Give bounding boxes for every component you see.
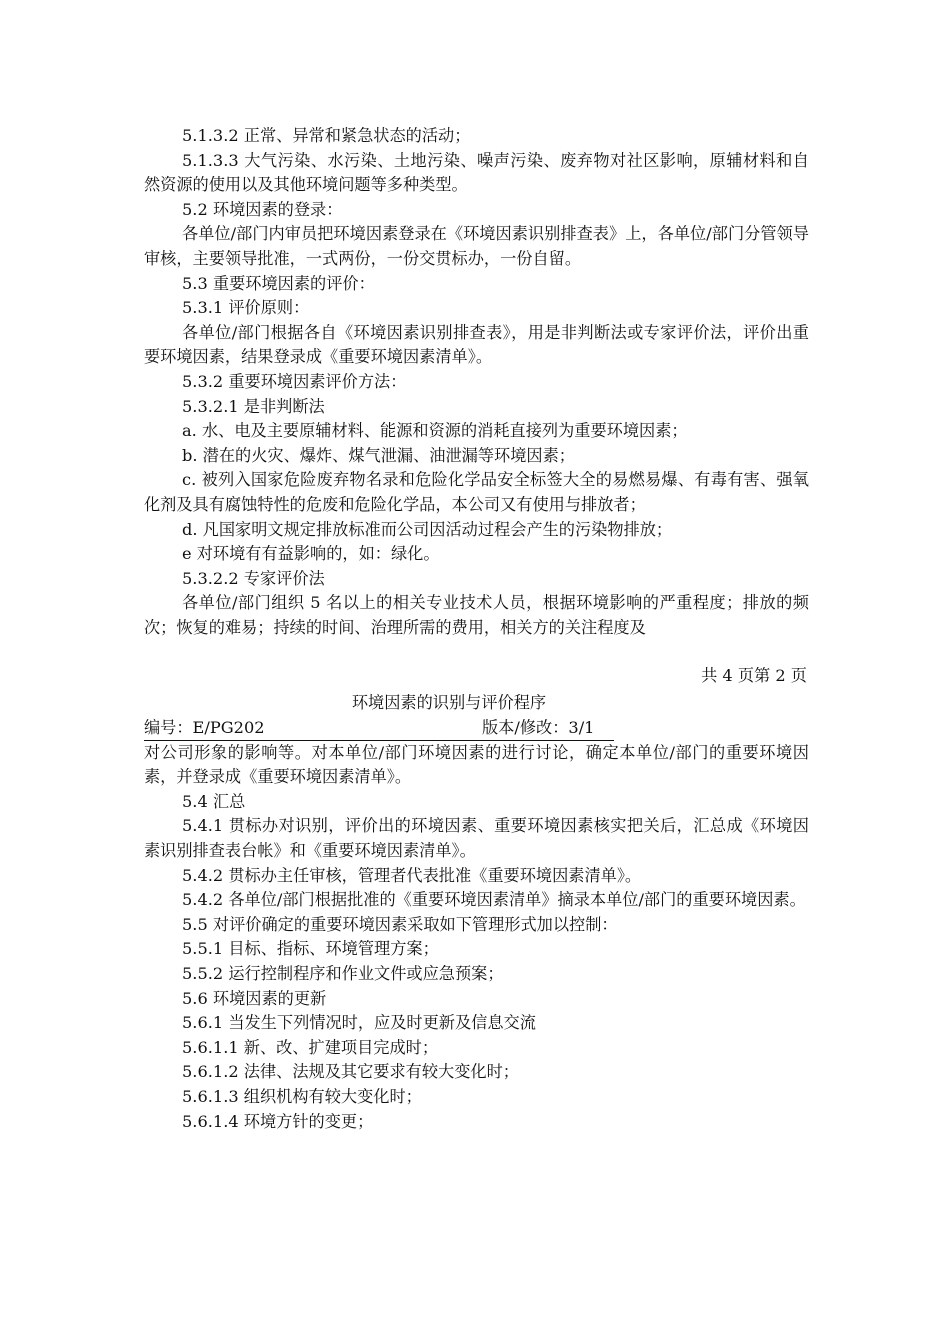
paragraph: 各单位/部门内审员把环境因素登录在《环境因素识别排查表》上，各单位/部门分管领导审核，主要领导批准，一式两份，一份交贯标办，一份自留。 <box>144 224 809 268</box>
paragraph: 5.4 汇总 <box>182 791 246 811</box>
document-code: 编号：E/PG202 <box>144 717 265 737</box>
paragraph: 5.2 环境因素的登录： <box>182 199 343 219</box>
paragraph: 5.6.1.3 组织机构有较大变化时； <box>182 1086 422 1106</box>
paragraph: 5.3.2.1 是非判断法 <box>182 396 325 416</box>
paragraph: 5.4.2 各单位/部门根据批准的《重要环境因素清单》摘录本单位/部门的重要环境因素。 <box>182 890 806 910</box>
paragraph: 5.6.1 当发生下列情况时，应及时更新及信息交流 <box>182 1013 536 1033</box>
paragraph: 各单位/部门根据各自《环境因素识别排查表》，用是非判断法或专家评价法，评价出重要环境因素，结果登录成《重要环境因素清单》。 <box>144 322 809 367</box>
paragraph: 5.3.2.2 专家评价法 <box>182 568 325 588</box>
document-version: 版本/修改：3/1 <box>482 717 595 737</box>
paragraph: 5.6 环境因素的更新 <box>182 988 327 1008</box>
paragraph: 5.5.2 运行控制程序和作业文件或应急预案； <box>182 964 504 983</box>
paragraph: 5.3 重要环境因素的评价： <box>182 273 375 293</box>
paragraph: 各单位/部门组织 5 名以上的相关专业技术人员，根据环境影响的严重程度；排放的频次；恢复的难易；持续的时间、治理所需的费用，相关方的关注程度及 <box>144 593 809 637</box>
paragraph: e 对环境有有益影响的，如：绿化。 <box>182 544 440 564</box>
paragraph: 对公司形象的影响等。对本单位/部门环境因素的进行讨论，确定本单位/部门的重要环境因素，并登录成《重要环境因素清单》。 <box>144 742 809 787</box>
paragraph: 5.3.2 重要环境因素评价方法： <box>182 371 407 391</box>
page-footer <box>144 664 807 689</box>
paragraph: b. 潜在的火灾、爆炸、煤气泄漏、油泄漏等环境因素； <box>182 445 575 465</box>
paragraph: 5.5 对评价确定的重要环境因素采取如下管理形式加以控制： <box>182 914 618 934</box>
paragraph: 5.6.1.1 新、改、扩建项目完成时； <box>182 1037 439 1057</box>
paragraph: 5.4.1 贯标办对识别，评价出的环境因素、重要环境因素核实把关后，汇总成《环境因素识别排查表台帐》和《重要环境因素清单》。 <box>144 816 809 861</box>
paragraph: a. 水、电及主要原辅材料、能源和资源的消耗直接列为重要环境因素； <box>182 421 688 441</box>
paragraph: c. 被列入国家危险废弃物名录和危险化学品安全标签大全的易燃易爆、有毒有害、强氧化剂及具有腐蚀特性的危废和危险化学品，本公司又有使用与排放者； <box>144 470 809 514</box>
document-title: 环境因素的识别与评价程序 <box>351 693 547 713</box>
paragraph: d. 凡国家明文规定排放标准而公司因活动过程会产生的污染物排放； <box>182 519 673 539</box>
paragraph: 5.4.2 贯标办主任审核，管理者代表批准《重要环境因素清单》。 <box>182 865 642 885</box>
section-upper <box>144 124 809 640</box>
paragraph: 5.5.1 目标、指标、环境管理方案； <box>182 939 439 959</box>
section-lower <box>144 741 809 1135</box>
paragraph: 5.1.3.3 大气污染、水污染、土地污染、噪声污染、废弃物对社区影响，原辅材料和自然资源的使用以及其他环境问题等多种类型。 <box>144 150 809 195</box>
paragraph: 5.6.1.2 法律、法规及其它要求有较大变化时； <box>182 1062 519 1082</box>
document-page <box>144 124 809 1134</box>
page-number: 共 4 页第 2 页 <box>701 666 807 686</box>
paragraph: 5.6.1.4 环境方针的变更； <box>182 1111 374 1131</box>
document-header <box>144 716 614 741</box>
paragraph: 5.3.1 评价原则： <box>182 298 310 318</box>
paragraph: 5.1.3.2 正常、异常和紧急状态的活动； <box>182 126 471 145</box>
